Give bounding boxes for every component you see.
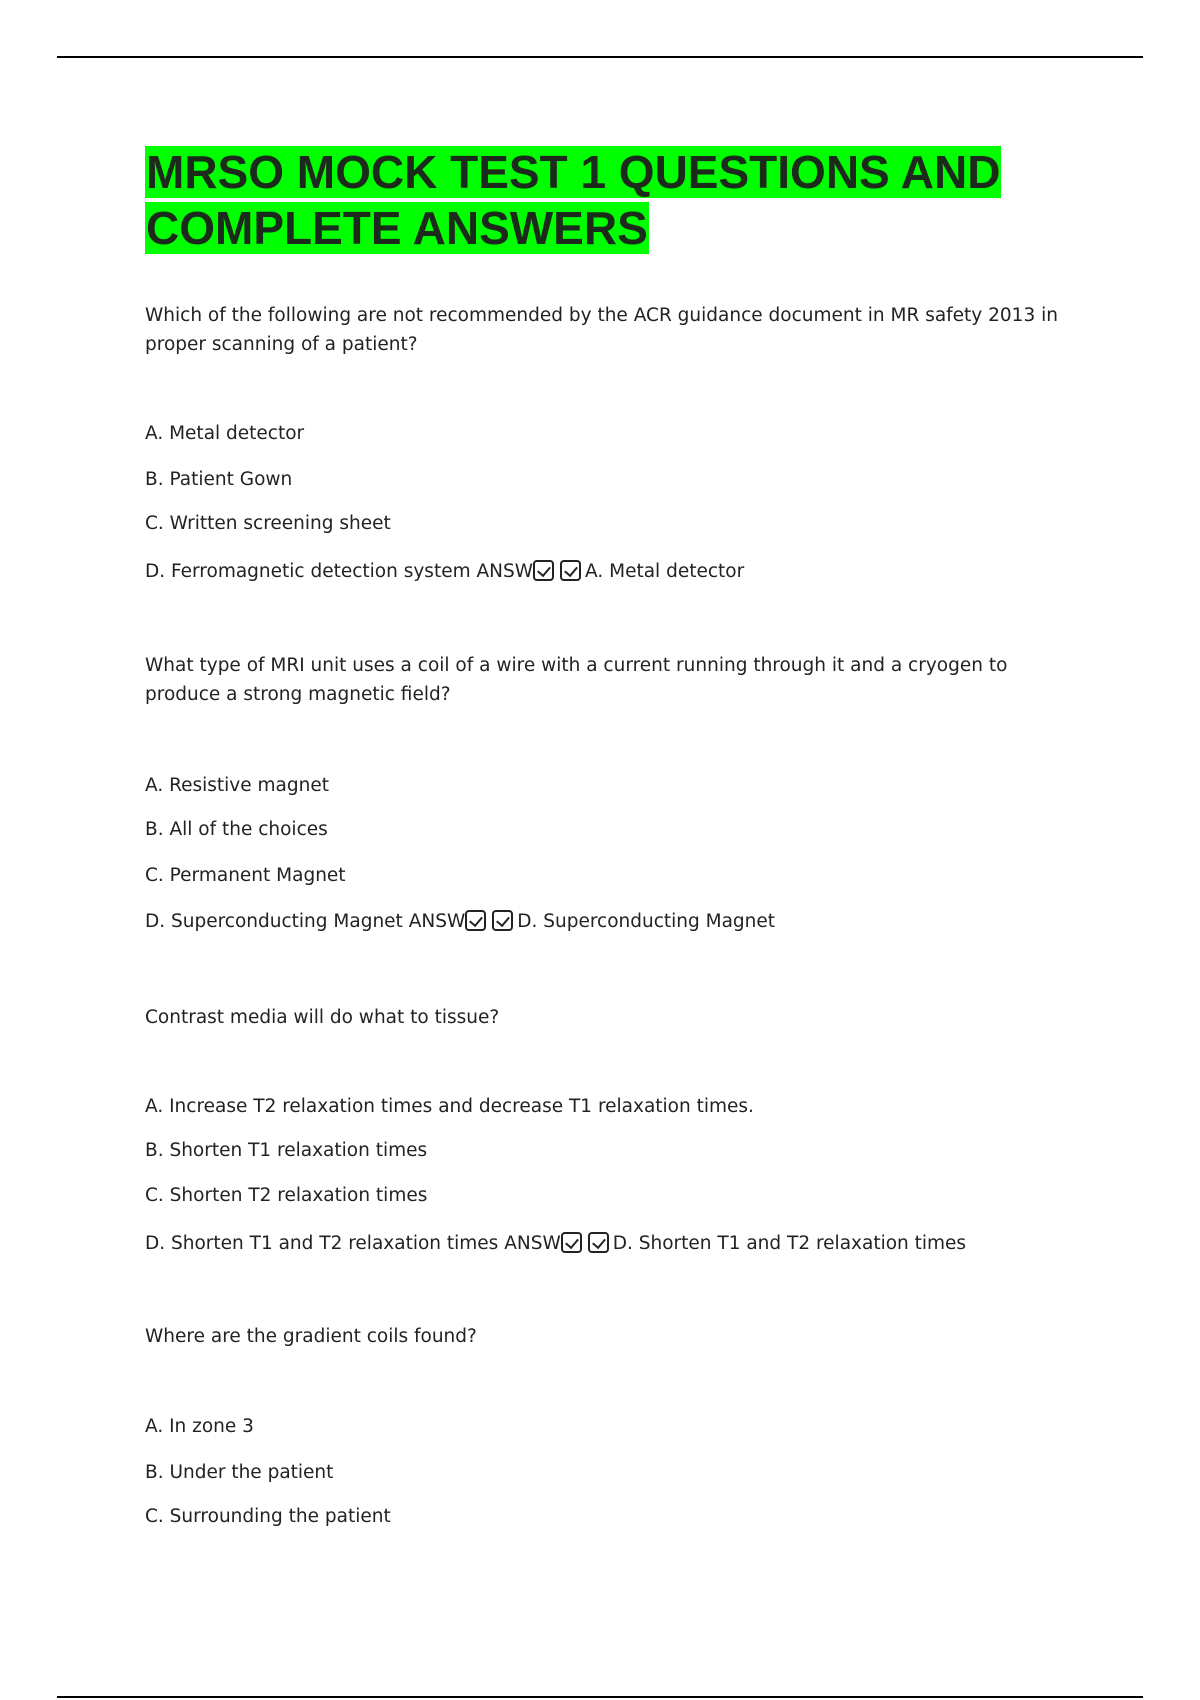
checkbox-checked-icon bbox=[465, 910, 486, 931]
option-c: C. Shorten T2 relaxation times bbox=[145, 1185, 428, 1206]
option-a: A. Metal detector bbox=[145, 423, 305, 444]
option-c: C. Permanent Magnet bbox=[145, 865, 346, 886]
checkbox-checked-icon bbox=[533, 560, 554, 581]
option-a: A. Increase T2 relaxation times and decrease T1 relaxation times. bbox=[145, 1096, 754, 1117]
option-b: B. Shorten T1 relaxation times bbox=[145, 1140, 428, 1161]
answer-text: D. Shorten T1 and T2 relaxation times bbox=[612, 1233, 967, 1254]
answer-text: A. Metal detector bbox=[585, 561, 745, 582]
page-title bbox=[145, 144, 1065, 256]
option-b: B. Patient Gown bbox=[145, 469, 293, 490]
option-d: D. Superconducting Magnet bbox=[145, 911, 403, 932]
option-d: D. Ferromagnetic detection system bbox=[145, 561, 471, 582]
question-text: Which of the following are not recommended by the ACR guidance document in MR safety 2013 in proper scanning of a patient? bbox=[145, 305, 1058, 355]
question-text: What type of MRI unit uses a coil of a wire with a current running through it and a cryogen to produce a strong magnetic field? bbox=[145, 655, 1008, 705]
option-d: D. Shorten T1 and T2 relaxation times bbox=[145, 1233, 499, 1254]
checkbox-checked-icon bbox=[561, 1232, 582, 1253]
option-d-with-answer bbox=[145, 1231, 966, 1257]
option-a: A. Resistive magnet bbox=[145, 775, 329, 796]
checkbox-checked-icon bbox=[560, 560, 581, 581]
question-block-2 bbox=[145, 651, 1085, 932]
option-b: B. All of the choices bbox=[145, 819, 328, 840]
option-c: C. Written screening sheet bbox=[145, 513, 391, 534]
option-d-with-answer bbox=[145, 909, 775, 935]
top-rule bbox=[57, 56, 1143, 58]
question-block-1 bbox=[145, 301, 1085, 582]
answer-marker: ANSW bbox=[408, 911, 466, 932]
question-block-3 bbox=[145, 1003, 1085, 1254]
checkbox-checked-icon bbox=[588, 1232, 609, 1253]
question-text: Contrast media will do what to tissue? bbox=[145, 1007, 500, 1028]
checkbox-checked-icon bbox=[492, 910, 513, 931]
option-d-with-answer bbox=[145, 559, 744, 585]
answer-marker: ANSW bbox=[504, 1233, 561, 1254]
bottom-rule bbox=[57, 1696, 1143, 1698]
option-b: B. Under the patient bbox=[145, 1462, 334, 1483]
answer-text: D. Superconducting Magnet bbox=[517, 911, 776, 932]
question-text: Where are the gradient coils found? bbox=[145, 1326, 477, 1347]
option-c: C. Surrounding the patient bbox=[145, 1506, 391, 1527]
title-highlight: MRSO MOCK TEST 1 QUESTIONS AND COMPLETE ANSWERS bbox=[146, 146, 1001, 254]
option-a: A. In zone 3 bbox=[145, 1416, 254, 1437]
answer-marker: ANSW bbox=[476, 561, 534, 582]
question-block-4 bbox=[145, 1322, 1085, 1527]
